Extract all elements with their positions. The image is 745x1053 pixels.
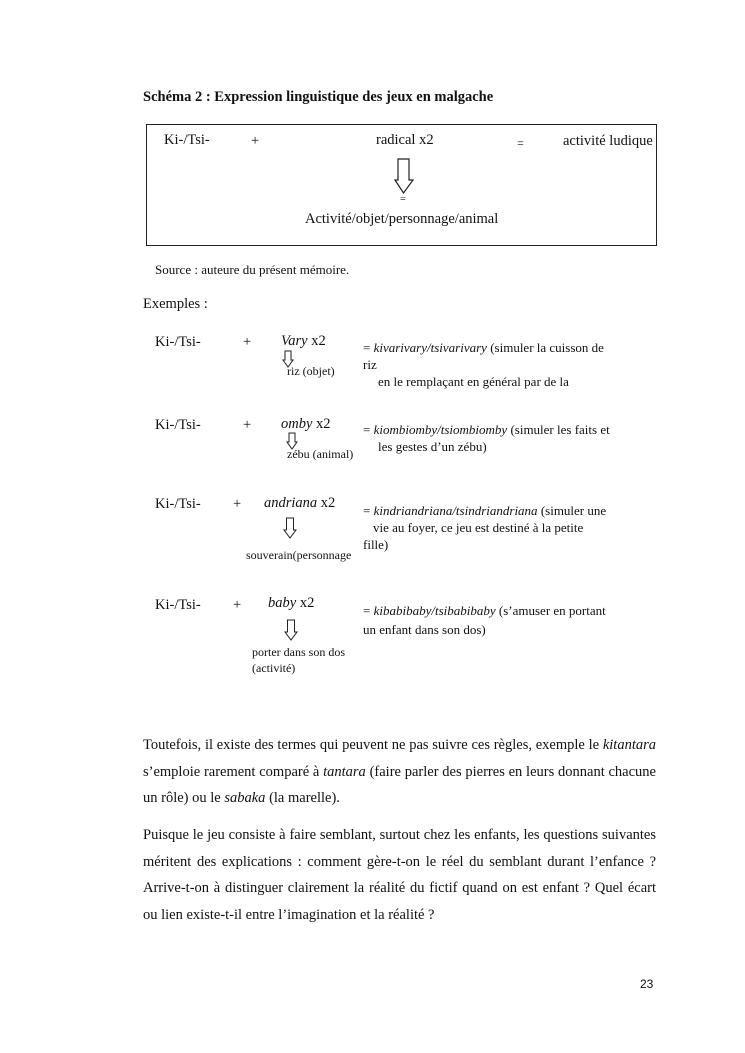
example-gloss: riz (objet)	[287, 364, 335, 378]
example-definition-line3: en le remplaçant en général par de la	[378, 374, 569, 389]
example-gloss: souverain(personnage	[246, 548, 352, 562]
example-prefix: Ki-/Tsi-	[155, 496, 201, 512]
page-number: 23	[640, 977, 654, 991]
down-arrow-icon	[283, 517, 297, 539]
example-definition: = kiombiomby/tsiombiomby (simuler les faits et	[363, 422, 610, 437]
down-arrow-icon	[394, 158, 414, 194]
example-definition: = kibabibaby/tsibabibaby (s’amuser en portant	[363, 603, 606, 618]
example-plus: +	[233, 496, 242, 512]
example-gloss: zébu (animal)	[287, 447, 354, 461]
example-plus: +	[243, 417, 252, 433]
example-definition-line2: vie au foyer, ce jeu est destiné à la petite	[373, 520, 584, 535]
schema-plus: +	[251, 133, 260, 149]
example-gloss: porter dans son dos	[252, 645, 345, 659]
schema-derived: Activité/objet/personnage/animal	[305, 211, 499, 227]
example-gloss-line2: (activité)	[252, 661, 296, 675]
schema-result: activité ludique	[563, 133, 653, 149]
example-root: baby x2	[268, 595, 315, 611]
example-definition: = kivarivary/tsivarivary (simuler la cuisson de	[363, 340, 604, 355]
schema-equals: =	[517, 136, 524, 150]
down-arrow-icon	[284, 619, 298, 641]
example-definition-line3: fille)	[363, 537, 389, 552]
example-root: andriana x2	[264, 495, 336, 511]
example-definition: = kindriandriana/tsindriandriana (simuler une	[363, 503, 607, 518]
body-paragraph: Puisque le jeu consiste à faire semblant, surtout chez les enfants, les questions suivantes méritent des explications : comment gère-t-on le réel du semblant durant l’enfance ? Arrive-t-on à distinguer clairement la réalité du fictif quand on est enfant ? Quel écart ou lien existe-t-il entre l’imagination et la réalité ?	[143, 827, 656, 923]
example-plus: +	[243, 334, 252, 350]
schema-arrow-equals: =	[400, 194, 406, 205]
examples-heading: Exemples :	[143, 296, 208, 312]
schema-prefix: Ki-/Tsi-	[164, 132, 210, 148]
body-paragraph: Toutefois, il existe des termes qui peuvent ne pas suivre ces règles, exemple le kitantara s’emploie rarement comparé à tantara (faire parler des pierres en leurs donnant chacune un rôle) ou le sabaka (la marelle).	[143, 737, 656, 806]
source-note: Source : auteure du présent mémoire.	[155, 262, 350, 277]
example-root: Vary x2	[281, 333, 326, 349]
example-root: omby x2	[281, 416, 331, 432]
example-definition-line2: riz	[363, 357, 377, 372]
example-plus: +	[233, 597, 242, 613]
example-prefix: Ki-/Tsi-	[155, 417, 201, 433]
example-definition-line2: un enfant dans son dos)	[363, 622, 486, 637]
schema-radical: radical x2	[376, 132, 434, 148]
example-prefix: Ki-/Tsi-	[155, 334, 201, 350]
example-definition-line2: les gestes d’un zébu)	[378, 439, 487, 454]
schema-title: Schéma 2 : Expression linguistique des jeux en malgache	[143, 89, 494, 105]
example-prefix: Ki-/Tsi-	[155, 597, 201, 613]
